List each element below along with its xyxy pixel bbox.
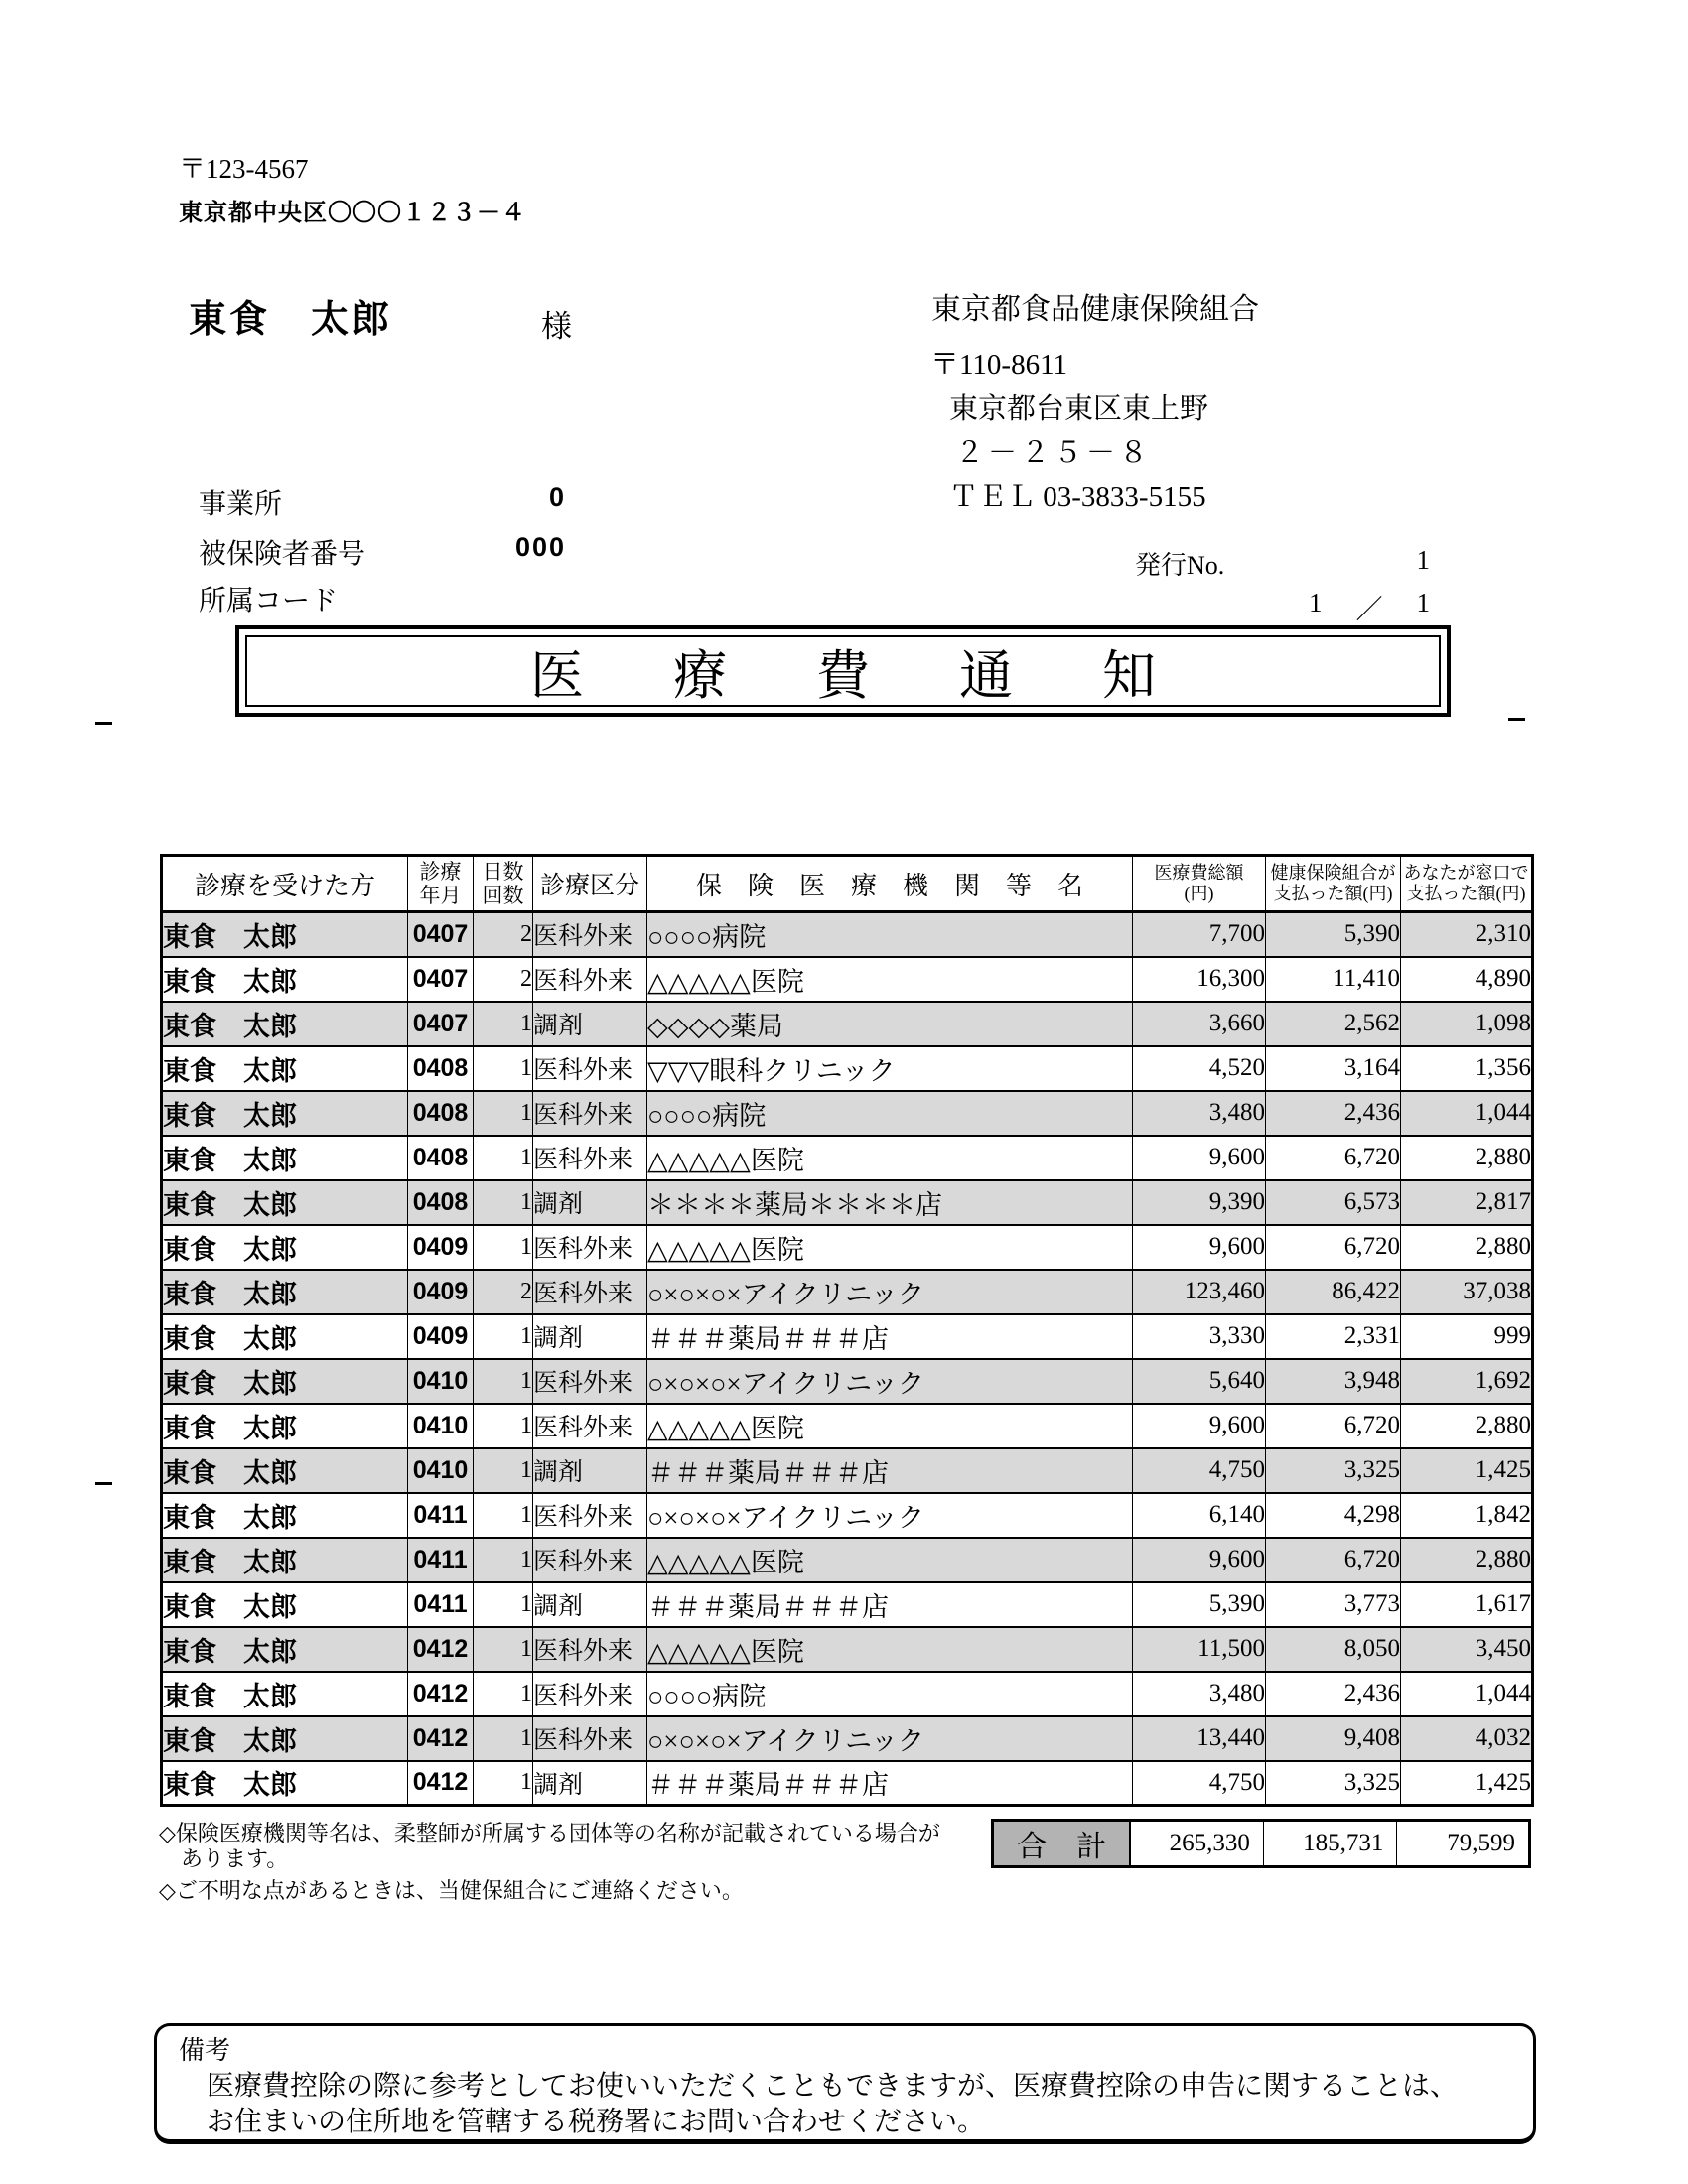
recipient-name: 東食 太郎 bbox=[189, 299, 393, 341]
cell-amount-self: 1,692 bbox=[1401, 1359, 1533, 1404]
cell-amount-self: 2,310 bbox=[1401, 912, 1533, 957]
cell-amount-total: 9,600 bbox=[1133, 1225, 1266, 1270]
cell-category: 調剤 bbox=[533, 1002, 647, 1046]
cell-amount-total: 7,700 bbox=[1133, 912, 1266, 957]
table-row bbox=[162, 1136, 1533, 1180]
cell-category: 医科外来 bbox=[533, 1091, 647, 1136]
cell-amount-self: 2,880 bbox=[1401, 1538, 1533, 1582]
cell-patient: 東食 太郎 bbox=[162, 1672, 408, 1716]
table-body bbox=[162, 912, 1533, 1806]
cell-count: 1 bbox=[474, 1225, 533, 1270]
cell-category: 医科外来 bbox=[533, 1046, 647, 1091]
cell-month: 0409 bbox=[408, 1225, 474, 1270]
cell-category: 医科外来 bbox=[533, 957, 647, 1002]
cell-category: 医科外来 bbox=[533, 1672, 647, 1716]
cell-patient: 東食 太郎 bbox=[162, 1136, 408, 1180]
cell-amount-total: 4,750 bbox=[1133, 1761, 1266, 1806]
cell-patient: 東食 太郎 bbox=[162, 1627, 408, 1672]
total-amount-total: 265,330 bbox=[1131, 1822, 1264, 1865]
cell-provider: ○○○○病院 bbox=[647, 912, 1133, 957]
cell-amount-self: 1,425 bbox=[1401, 1448, 1533, 1493]
cell-category: 医科外来 bbox=[533, 1136, 647, 1180]
cell-amount-self: 1,356 bbox=[1401, 1046, 1533, 1091]
table-row bbox=[162, 1180, 1533, 1225]
cell-category: 医科外来 bbox=[533, 1716, 647, 1761]
table-row bbox=[162, 1404, 1533, 1448]
sender-address: 東京都中央区〇〇〇１２３－４ bbox=[179, 200, 526, 226]
cell-count: 1 bbox=[474, 1091, 533, 1136]
cell-patient: 東食 太郎 bbox=[162, 1046, 408, 1091]
cell-amount-insurer: 6,720 bbox=[1266, 1225, 1401, 1270]
cell-patient: 東食 太郎 bbox=[162, 1582, 408, 1627]
cell-patient: 東食 太郎 bbox=[162, 1225, 408, 1270]
table-row bbox=[162, 1716, 1533, 1761]
footnote-line3: ◇ご不明な点があるときは、当健保組合にご連絡ください。 bbox=[159, 1878, 744, 1903]
header-self-line1: あなたが窓口で bbox=[1403, 863, 1529, 883]
table-row bbox=[162, 1761, 1533, 1806]
cell-category: 調剤 bbox=[533, 1448, 647, 1493]
cell-provider: △△△△△医院 bbox=[647, 1404, 1133, 1448]
table-row bbox=[162, 1538, 1533, 1582]
cell-month: 0412 bbox=[408, 1672, 474, 1716]
fold-mark bbox=[1508, 718, 1525, 721]
cell-amount-self: 1,044 bbox=[1401, 1091, 1533, 1136]
cell-amount-total: 9,390 bbox=[1133, 1180, 1266, 1225]
cell-amount-total: 9,600 bbox=[1133, 1538, 1266, 1582]
header-month-line1: 診療 bbox=[419, 860, 462, 884]
issue-no-label: 発行No. bbox=[1135, 551, 1225, 580]
header-month bbox=[408, 856, 474, 912]
table-header bbox=[162, 856, 1533, 912]
cell-provider: △△△△△医院 bbox=[647, 1136, 1133, 1180]
cell-amount-insurer: 2,562 bbox=[1266, 1002, 1401, 1046]
cell-provider: ○○○○病院 bbox=[647, 1672, 1133, 1716]
issuer-address-line2: ２－２５－８ bbox=[955, 437, 1153, 469]
sender-postal: 〒123-4567 bbox=[179, 154, 309, 184]
cell-month: 0408 bbox=[408, 1136, 474, 1180]
cell-count: 2 bbox=[474, 912, 533, 957]
cell-provider: ○○○○病院 bbox=[647, 1091, 1133, 1136]
cell-amount-insurer: 9,408 bbox=[1266, 1716, 1401, 1761]
header-insurer-line2: 支払った額(円) bbox=[1273, 884, 1393, 903]
cell-amount-insurer: 2,331 bbox=[1266, 1314, 1401, 1359]
total-label: 合 計 bbox=[994, 1822, 1131, 1865]
cell-amount-insurer: 3,948 bbox=[1266, 1359, 1401, 1404]
cell-provider: △△△△△医院 bbox=[647, 1627, 1133, 1672]
cell-patient: 東食 太郎 bbox=[162, 912, 408, 957]
cell-amount-self: 1,044 bbox=[1401, 1672, 1533, 1716]
cell-amount-self: 999 bbox=[1401, 1314, 1533, 1359]
office-value: 0 bbox=[548, 482, 566, 512]
cell-amount-self: 2,880 bbox=[1401, 1136, 1533, 1180]
cell-patient: 東食 太郎 bbox=[162, 1493, 408, 1538]
cell-provider: △△△△△医院 bbox=[647, 957, 1133, 1002]
fold-mark bbox=[95, 1482, 112, 1485]
total-amount-self: 79,599 bbox=[1447, 1830, 1515, 1856]
table-row bbox=[162, 1672, 1533, 1716]
cell-amount-insurer: 4,298 bbox=[1266, 1493, 1401, 1538]
document-title-box bbox=[235, 625, 1451, 717]
insured-number-value: 000 bbox=[514, 532, 566, 562]
header-category: 診療区分 bbox=[533, 856, 647, 912]
cell-amount-insurer: 3,325 bbox=[1266, 1761, 1401, 1806]
office-label: 事業所 bbox=[199, 489, 283, 520]
page-current: 1 bbox=[1309, 588, 1323, 617]
footnote-line1: ◇保険医療機関等名は、柔整師が所属する団体等の名称が記載されている場合が bbox=[159, 1821, 940, 1845]
cell-month: 0412 bbox=[408, 1627, 474, 1672]
total-amount-insurer: 185,731 bbox=[1264, 1822, 1398, 1865]
cell-amount-self: 1,098 bbox=[1401, 1002, 1533, 1046]
table-row bbox=[162, 1225, 1533, 1270]
cell-count: 1 bbox=[474, 1627, 533, 1672]
table-row bbox=[162, 1046, 1533, 1091]
cell-amount-total: 6,140 bbox=[1133, 1493, 1266, 1538]
cell-patient: 東食 太郎 bbox=[162, 1761, 408, 1806]
cell-patient: 東食 太郎 bbox=[162, 957, 408, 1002]
table-row bbox=[162, 1314, 1533, 1359]
cell-provider: ○×○×○×アイクリニック bbox=[647, 1359, 1133, 1404]
header-amount-self bbox=[1401, 856, 1533, 912]
cell-amount-insurer: 6,720 bbox=[1266, 1538, 1401, 1582]
cell-month: 0408 bbox=[408, 1180, 474, 1225]
cell-provider: △△△△△医院 bbox=[647, 1538, 1133, 1582]
cell-category: 医科外来 bbox=[533, 1538, 647, 1582]
affiliation-code-label: 所属コード bbox=[199, 586, 339, 616]
cell-amount-insurer: 3,773 bbox=[1266, 1582, 1401, 1627]
cell-amount-insurer: 86,422 bbox=[1266, 1270, 1401, 1314]
cell-amount-total: 13,440 bbox=[1133, 1716, 1266, 1761]
cell-provider: ▽▽▽眼科クリニック bbox=[647, 1046, 1133, 1091]
cell-amount-total: 11,500 bbox=[1133, 1627, 1266, 1672]
cell-amount-insurer: 6,573 bbox=[1266, 1180, 1401, 1225]
document-title: 医 療 費 通 知 bbox=[245, 635, 1441, 707]
cell-amount-self: 2,880 bbox=[1401, 1404, 1533, 1448]
page-separator: ／ bbox=[1355, 595, 1383, 624]
cell-category: 調剤 bbox=[533, 1314, 647, 1359]
header-patient: 診療を受けた方 bbox=[162, 856, 408, 912]
cell-amount-self: 1,842 bbox=[1401, 1493, 1533, 1538]
cell-amount-self: 2,880 bbox=[1401, 1225, 1533, 1270]
cell-category: 医科外来 bbox=[533, 912, 647, 957]
table-row bbox=[162, 1359, 1533, 1404]
cell-amount-self: 37,038 bbox=[1401, 1270, 1533, 1314]
table-header-row bbox=[162, 856, 1533, 912]
header-provider: 保 険 医 療 機 関 等 名 bbox=[647, 856, 1133, 912]
header-self-line2: 支払った額(円) bbox=[1406, 884, 1526, 903]
header-insurer-line1: 健康保険組合が bbox=[1270, 863, 1396, 883]
cell-amount-total: 3,480 bbox=[1133, 1091, 1266, 1136]
cell-month: 0408 bbox=[408, 1046, 474, 1091]
issuer-name: 東京都食品健康保険組合 bbox=[931, 293, 1259, 326]
cell-amount-total: 123,460 bbox=[1133, 1270, 1266, 1314]
cell-amount-total: 9,600 bbox=[1133, 1404, 1266, 1448]
cell-patient: 東食 太郎 bbox=[162, 1002, 408, 1046]
cell-month: 0411 bbox=[408, 1582, 474, 1627]
cell-amount-self: 4,032 bbox=[1401, 1716, 1533, 1761]
cell-month: 0411 bbox=[408, 1538, 474, 1582]
cell-patient: 東食 太郎 bbox=[162, 1314, 408, 1359]
issue-no-value: 1 bbox=[1416, 545, 1430, 575]
cell-month: 0407 bbox=[408, 912, 474, 957]
cell-count: 1 bbox=[474, 1538, 533, 1582]
cell-amount-insurer: 2,436 bbox=[1266, 1091, 1401, 1136]
table-row bbox=[162, 1002, 1533, 1046]
cell-count: 1 bbox=[474, 1716, 533, 1761]
cell-count: 1 bbox=[474, 1359, 533, 1404]
cell-count: 1 bbox=[474, 1136, 533, 1180]
table-row bbox=[162, 957, 1533, 1002]
cell-provider: △△△△△医院 bbox=[647, 1225, 1133, 1270]
issuer-postal: 〒110-8611 bbox=[930, 349, 1068, 381]
cell-patient: 東食 太郎 bbox=[162, 1270, 408, 1314]
cell-amount-insurer: 11,410 bbox=[1266, 957, 1401, 1002]
cell-count: 1 bbox=[474, 1448, 533, 1493]
cell-provider: ＃＃＃薬局＃＃＃店 bbox=[647, 1314, 1133, 1359]
cell-amount-self: 1,425 bbox=[1401, 1761, 1533, 1806]
header-amount-line1: 医療費総額 bbox=[1154, 863, 1244, 883]
cell-month: 0412 bbox=[408, 1716, 474, 1761]
cell-amount-self: 3,450 bbox=[1401, 1627, 1533, 1672]
cell-month: 0410 bbox=[408, 1448, 474, 1493]
header-amount-total bbox=[1133, 856, 1266, 912]
header-days bbox=[474, 856, 533, 912]
cell-count: 2 bbox=[474, 1270, 533, 1314]
cell-provider: ＊＊＊＊薬局＊＊＊＊店 bbox=[647, 1180, 1133, 1225]
cell-count: 1 bbox=[474, 1404, 533, 1448]
cell-patient: 東食 太郎 bbox=[162, 1404, 408, 1448]
cell-category: 調剤 bbox=[533, 1180, 647, 1225]
cell-amount-self: 1,617 bbox=[1401, 1582, 1533, 1627]
cell-patient: 東食 太郎 bbox=[162, 1091, 408, 1136]
cell-provider: ＃＃＃薬局＃＃＃店 bbox=[647, 1448, 1133, 1493]
cell-count: 1 bbox=[474, 1582, 533, 1627]
page-total: 1 bbox=[1416, 588, 1430, 617]
cell-amount-insurer: 6,720 bbox=[1266, 1404, 1401, 1448]
cell-amount-insurer: 3,164 bbox=[1266, 1046, 1401, 1091]
cell-month: 0410 bbox=[408, 1359, 474, 1404]
cell-amount-total: 3,330 bbox=[1133, 1314, 1266, 1359]
cell-category: 調剤 bbox=[533, 1761, 647, 1806]
insured-number-label: 被保険者番号 bbox=[199, 539, 366, 570]
cell-amount-total: 4,520 bbox=[1133, 1046, 1266, 1091]
cell-amount-self: 2,817 bbox=[1401, 1180, 1533, 1225]
cell-count: 1 bbox=[474, 1002, 533, 1046]
cell-month: 0410 bbox=[408, 1404, 474, 1448]
footnotes bbox=[159, 1821, 940, 1904]
cell-count: 1 bbox=[474, 1493, 533, 1538]
cell-month: 0412 bbox=[408, 1761, 474, 1806]
cell-month: 0409 bbox=[408, 1314, 474, 1359]
cell-patient: 東食 太郎 bbox=[162, 1538, 408, 1582]
cell-category: 医科外来 bbox=[533, 1225, 647, 1270]
cell-patient: 東食 太郎 bbox=[162, 1448, 408, 1493]
cell-amount-self: 4,890 bbox=[1401, 957, 1533, 1002]
cell-month: 0407 bbox=[408, 1002, 474, 1046]
fold-mark bbox=[95, 722, 112, 725]
page-indicator bbox=[1172, 588, 1430, 626]
table-row bbox=[162, 1091, 1533, 1136]
remarks-line2: お住まいの住所地を管轄する税務署にお問い合わせください。 bbox=[207, 2107, 986, 2137]
cell-patient: 東食 太郎 bbox=[162, 1359, 408, 1404]
cell-category: 医科外来 bbox=[533, 1359, 647, 1404]
cell-category: 医科外来 bbox=[533, 1404, 647, 1448]
cell-count: 2 bbox=[474, 957, 533, 1002]
cell-provider: ◇◇◇◇薬局 bbox=[647, 1002, 1133, 1046]
cell-amount-total: 3,660 bbox=[1133, 1002, 1266, 1046]
cell-amount-total: 3,480 bbox=[1133, 1672, 1266, 1716]
cell-month: 0407 bbox=[408, 957, 474, 1002]
footnote-line2: あります。 bbox=[159, 1846, 289, 1871]
cell-amount-total: 5,640 bbox=[1133, 1359, 1266, 1404]
cell-patient: 東食 太郎 bbox=[162, 1716, 408, 1761]
cell-month: 0409 bbox=[408, 1270, 474, 1314]
remarks-box bbox=[154, 2023, 1536, 2144]
cell-provider: ○×○×○×アイクリニック bbox=[647, 1270, 1133, 1314]
header-month-line2: 年月 bbox=[419, 884, 462, 907]
cell-provider: ○×○×○×アイクリニック bbox=[647, 1493, 1133, 1538]
cell-provider: ○×○×○×アイクリニック bbox=[647, 1716, 1133, 1761]
cell-amount-total: 4,750 bbox=[1133, 1448, 1266, 1493]
cell-provider: ＃＃＃薬局＃＃＃店 bbox=[647, 1582, 1133, 1627]
cell-amount-total: 9,600 bbox=[1133, 1136, 1266, 1180]
table-row bbox=[162, 1270, 1533, 1314]
cell-patient: 東食 太郎 bbox=[162, 1180, 408, 1225]
cell-amount-total: 16,300 bbox=[1133, 957, 1266, 1002]
header-days-line2: 回数 bbox=[482, 884, 524, 907]
cell-amount-insurer: 5,390 bbox=[1266, 912, 1401, 957]
cell-provider: ＃＃＃薬局＃＃＃店 bbox=[647, 1761, 1133, 1806]
cell-category: 医科外来 bbox=[533, 1493, 647, 1538]
cell-category: 調剤 bbox=[533, 1582, 647, 1627]
header-amount-line2: (円) bbox=[1184, 884, 1214, 903]
cell-month: 0411 bbox=[408, 1493, 474, 1538]
remarks-label: 備考 bbox=[179, 2036, 231, 2065]
table-row bbox=[162, 912, 1533, 957]
table-row bbox=[162, 1582, 1533, 1627]
cell-count: 1 bbox=[474, 1761, 533, 1806]
medical-expense-table bbox=[160, 854, 1534, 1807]
recipient-honorific: 様 bbox=[541, 309, 572, 343]
table-row bbox=[162, 1493, 1533, 1538]
issuer-tel: ＴＥＬ 03-3833-5155 bbox=[949, 481, 1206, 513]
cell-count: 1 bbox=[474, 1046, 533, 1091]
table-row bbox=[162, 1448, 1533, 1493]
cell-count: 1 bbox=[474, 1314, 533, 1359]
cell-count: 1 bbox=[474, 1672, 533, 1716]
cell-category: 医科外来 bbox=[533, 1270, 647, 1314]
header-days-line1: 日数 bbox=[482, 860, 524, 884]
cell-amount-insurer: 8,050 bbox=[1266, 1627, 1401, 1672]
cell-amount-insurer: 3,325 bbox=[1266, 1448, 1401, 1493]
cell-category: 医科外来 bbox=[533, 1627, 647, 1672]
remarks-line1: 医療費控除の際に参考としてお使いいただくこともできますが、医療費控除の申告に関することは、 bbox=[207, 2071, 1459, 2102]
header-amount-insurer bbox=[1266, 856, 1401, 912]
cell-amount-insurer: 2,436 bbox=[1266, 1672, 1401, 1716]
cell-amount-insurer: 6,720 bbox=[1266, 1136, 1401, 1180]
total-row bbox=[991, 1819, 1531, 1868]
cell-count: 1 bbox=[474, 1180, 533, 1225]
table-row bbox=[162, 1627, 1533, 1672]
cell-amount-total: 5,390 bbox=[1133, 1582, 1266, 1627]
issuer-address-line1: 東京都台東区東上野 bbox=[949, 393, 1209, 425]
cell-month: 0408 bbox=[408, 1091, 474, 1136]
